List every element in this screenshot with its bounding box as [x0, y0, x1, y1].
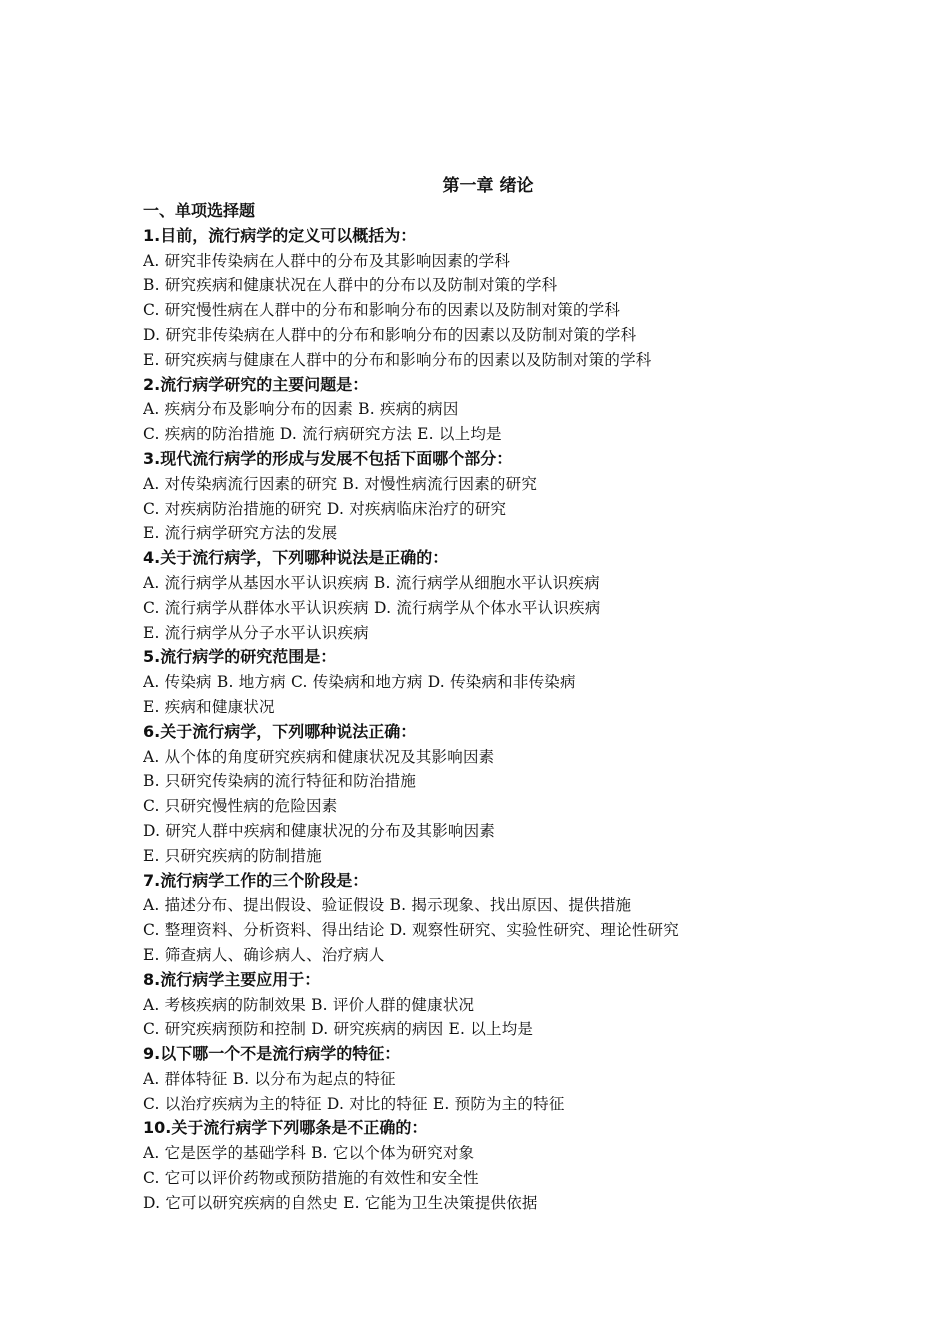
question-stem-8: 8.流行病学主要应用于： [143, 969, 321, 989]
question-6-option-line-3: C. 只研究慢性病的危险因素 [143, 797, 338, 816]
question-5-option-line-1: A. 传染病 B. 地方病 C. 传染病和地方病 D. 传染病和非传染病 [143, 673, 576, 692]
question-stem-5: 5.流行病学的研究范围是： [143, 647, 337, 667]
question-6-option-line-1: A. 从个体的角度研究疾病和健康状况及其影响因素 [143, 747, 495, 766]
question-8-option-line-2: C. 研究疾病预防和控制 D. 研究疾病的病因 E. 以上均是 [143, 1020, 534, 1039]
question-stem-10: 10.关于流行病学下列哪条是不正确的： [143, 1118, 428, 1138]
question-9-option-line-1: A. 群体特征 B. 以分布为起点的特征 [143, 1069, 396, 1088]
question-5-option-line-2: E. 疾病和健康状况 [143, 697, 275, 716]
question-3-option-line-2: C. 对疾病防治措施的研究 D. 对疾病临床治疗的研究 [143, 499, 507, 518]
question-stem-2: 2.流行病学研究的主要问题是： [143, 374, 369, 394]
question-4-option-line-1: A. 流行病学从基因水平认识疾病 B. 流行病学从细胞水平认识疾病 [143, 573, 600, 592]
question-stem-3: 3.现代流行病学的形成与发展不包括下面哪个部分： [143, 448, 513, 468]
question-stem-9: 9.以下哪一个不是流行病学的特征： [143, 1044, 401, 1064]
question-4-option-line-2: C. 流行病学从群体水平认识疾病 D. 流行病学从个体水平认识疾病 [143, 598, 601, 617]
question-6-option-line-4: D. 研究人群中疾病和健康状况的分布及其影响因素 [143, 821, 496, 840]
question-10-option-line-3: D. 它可以研究疾病的自然史 E. 它能为卫生决策提供依据 [143, 1193, 538, 1212]
question-list [143, 199, 923, 1216]
question-6-option-line-5: E. 只研究疾病的防制措施 [143, 846, 322, 865]
question-1-option-line-3: C. 研究慢性病在人群中的分布和影响分布的因素以及防制对策的学科 [143, 301, 621, 320]
question-2-option-line-1: A. 疾病分布及影响分布的因素 B. 疾病的病因 [143, 400, 459, 419]
question-1-option-line-5: E. 研究疾病与健康在人群中的分布和影响分布的因素以及防制对策的学科 [143, 350, 652, 369]
section-title: 一、单项选择题 [143, 201, 256, 220]
question-7-option-line-3: E. 筛查病人、确诊病人、治疗病人 [143, 945, 385, 964]
question-10-option-line-1: A. 它是医学的基础学科 B. 它以个体为研究对象 [143, 1144, 475, 1163]
question-10-option-line-2: C. 它可以评价药物或预防措施的有效性和安全性 [143, 1169, 479, 1188]
question-1-option-line-2: B. 研究疾病和健康状况在人群中的分布以及防制对策的学科 [143, 276, 558, 295]
question-3-option-line-3: E. 流行病学研究方法的发展 [143, 524, 338, 543]
question-1-option-line-1: A. 研究非传染病在人群中的分布及其影响因素的学科 [143, 251, 511, 270]
question-3-option-line-1: A. 对传染病流行因素的研究 B. 对慢性病流行因素的研究 [143, 474, 538, 493]
question-4-option-line-3: E. 流行病学从分子水平认识疾病 [143, 623, 369, 642]
question-2-option-line-2: C. 疾病的防治措施 D. 流行病研究方法 E. 以上均是 [143, 425, 502, 444]
question-stem-6: 6.关于流行病学，下列哪种说法正确： [143, 721, 417, 741]
chapter-title: 第一章 绪论 [442, 176, 534, 196]
question-1-option-line-4: D. 研究非传染病在人群中的分布和影响分布的因素以及防制对策的学科 [143, 325, 637, 344]
question-6-option-line-2: B. 只研究传染病的流行特征和防治措施 [143, 772, 417, 791]
question-7-option-line-1: A. 描述分布、提出假设、验证假设 B. 揭示现象、找出原因、提供措施 [143, 896, 632, 915]
question-9-option-line-2: C. 以治疗疾病为主的特征 D. 对比的特征 E. 预防为主的特征 [143, 1094, 565, 1113]
question-stem-1: 1.目前，流行病学的定义可以概括为： [143, 225, 417, 245]
question-stem-4: 4.关于流行病学，下列哪种说法是正确的： [143, 548, 449, 568]
question-8-option-line-1: A. 考核疾病的防制效果 B. 评价人群的健康状况 [143, 995, 475, 1014]
question-stem-7: 7.流行病学工作的三个阶段是： [143, 870, 369, 890]
question-7-option-line-2: C. 整理资料、分析资料、得出结论 D. 观察性研究、实验性研究、理论性研究 [143, 921, 679, 940]
